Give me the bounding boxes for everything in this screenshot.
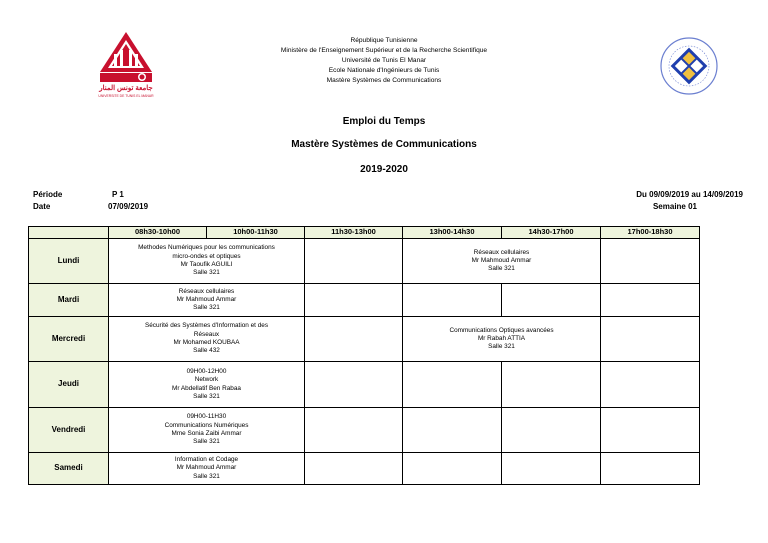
course-line: Salle 432 (193, 347, 220, 355)
empty-slot (502, 284, 601, 317)
header-line-university: Université de Tunis El Manar (341, 57, 427, 64)
day-row-lundi (29, 239, 700, 284)
course-line: Methodes Numériques pour les communications (138, 244, 275, 252)
course-line: Mr Rabah ATTIA (477, 334, 526, 342)
course-line: Mr Taoufik AGUILI (180, 261, 233, 268)
course-line: Network (194, 376, 219, 384)
course-line: Communications Numériques (164, 421, 249, 429)
empty-slot (601, 408, 700, 453)
course-line: Mr Mahmoud Ammar (176, 464, 237, 472)
university-name-fr: UNIVERSITE DE TUNIS EL MANAR (98, 94, 154, 98)
course-cell-afternoon (403, 239, 601, 284)
course-line: Mme Sonia Zaibi Ammar (171, 430, 242, 437)
day-row-jeudi (29, 362, 700, 408)
course-cell-morning (109, 362, 305, 408)
empty-slot (305, 362, 403, 408)
course-line: Salle 321 (488, 343, 515, 351)
course-cell-morning (109, 284, 305, 317)
empty-slot (305, 239, 403, 284)
day-row-vendredi (29, 408, 700, 453)
day-label: Lundi (29, 239, 109, 284)
course-line: 09H00-11H30 (186, 413, 227, 421)
column-header: 11h30-13h00 (305, 227, 403, 239)
empty-slot (502, 408, 601, 453)
course-line: Salle 321 (488, 265, 515, 273)
empty-slot (403, 408, 502, 453)
program-title: Mastère Systèmes de Communications (291, 139, 477, 150)
corner-cell (29, 227, 109, 239)
empty-slot (601, 317, 700, 362)
empty-slot (403, 453, 502, 485)
course-cell-morning (109, 239, 305, 284)
empty-slot (305, 284, 403, 317)
course-line: Mr Mahmoud Ammar (176, 295, 237, 303)
header-line-program: Mastère Systèmes de Communications (326, 77, 442, 84)
date-range: Du 09/09/2019 au 14/09/2019 (636, 190, 743, 199)
course-line: Réseaux (193, 330, 220, 338)
course-line: Mr Mohamed KOUBAA (173, 339, 240, 346)
empty-slot (601, 239, 700, 284)
schedule-table (28, 226, 700, 485)
course-cell-afternoon (403, 317, 601, 362)
column-header: 17h00-18h30 (601, 227, 700, 239)
header-line-republic: République Tunisienne (350, 37, 418, 44)
course-line: Mr Abdellatif Ben Rabaa (172, 384, 241, 392)
date-label: Date (33, 202, 51, 211)
course-line: micro-ondes et optiques (172, 252, 241, 260)
period-label: Période (33, 190, 63, 199)
day-label: Mardi (29, 284, 109, 317)
empty-slot (502, 362, 601, 408)
course-cell-morning (109, 317, 305, 362)
empty-slot (305, 317, 403, 362)
course-line: 09H00-12H00 (186, 367, 227, 375)
column-header: 10h00-11h30 (207, 227, 305, 239)
course-line: Salle 321 (193, 438, 220, 446)
course-line: Réseaux cellulaires (178, 287, 235, 295)
course-line: Salle 321 (193, 392, 220, 400)
academic-year: 2019-2020 (360, 164, 408, 175)
empty-slot (502, 453, 601, 485)
column-header: 08h30-10h00 (109, 227, 207, 239)
course-cell-morning (109, 453, 305, 485)
course-line: Communications Optiques avancées (449, 326, 554, 334)
empty-slot (601, 453, 700, 485)
column-header: 13h00-14h30 (403, 227, 502, 239)
empty-slot (305, 408, 403, 453)
period-value: P 1 (112, 190, 124, 199)
empty-slot (403, 362, 502, 408)
date-value: 07/09/2019 (108, 202, 149, 211)
empty-slot (601, 284, 700, 317)
course-line: Salle 321 (193, 472, 220, 480)
day-label: Vendredi (29, 408, 109, 453)
day-label: Jeudi (29, 362, 109, 408)
page-title: Emploi du Temps (342, 116, 426, 127)
header-line-ministry: Ministère de l'Enseignement Supérieur et de la Recherche Scientifique (280, 47, 488, 54)
course-line: Salle 321 (193, 304, 220, 312)
course-line: Information et Codage (174, 456, 239, 464)
empty-slot (305, 453, 403, 485)
day-row-mardi (29, 284, 700, 317)
day-row-mercredi (29, 317, 700, 362)
course-line: Sécurité des Systèmes d'Information et des (144, 322, 269, 330)
week-number: Semaine 01 (652, 202, 697, 211)
course-line: Salle 321 (193, 269, 220, 277)
university-name-ar: جامعة تونس المنار (99, 85, 153, 92)
day-row-samedi (29, 453, 700, 485)
course-line: Réseaux cellulaires (473, 248, 530, 256)
day-label: Samedi (29, 453, 109, 485)
column-header: 14h30-17h00 (502, 227, 601, 239)
header-row (29, 227, 700, 239)
course-cell-morning (109, 408, 305, 453)
empty-slot (403, 284, 502, 317)
header-line-school: Ecole Nationale d'Ingénieurs de Tunis (328, 67, 440, 74)
day-label: Mercredi (29, 317, 109, 362)
course-line: Mr Mahmoud Ammar (471, 256, 532, 264)
empty-slot (601, 362, 700, 408)
